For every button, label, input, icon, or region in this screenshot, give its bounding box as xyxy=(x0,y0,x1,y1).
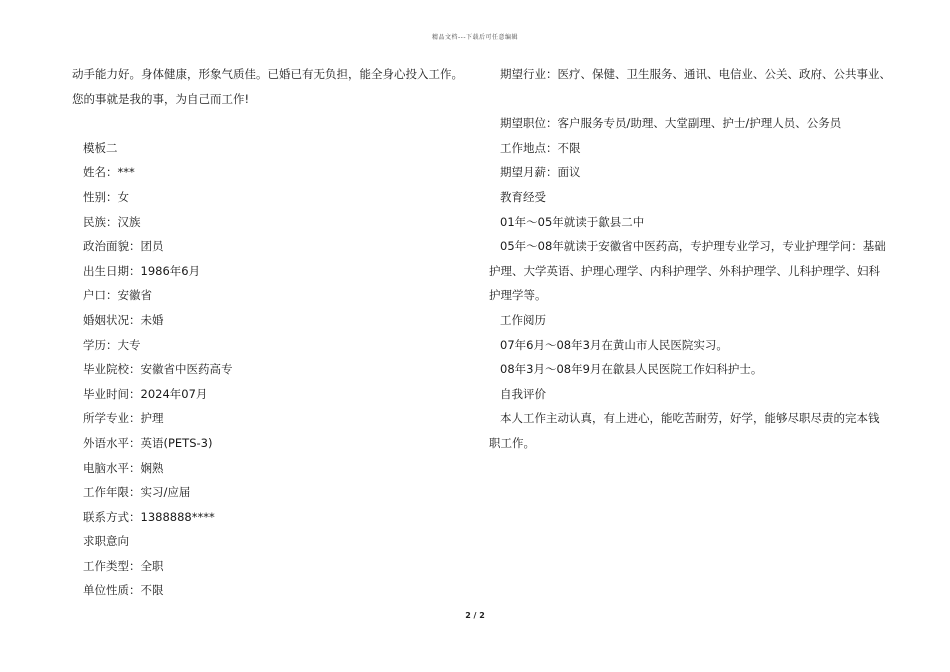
field-hukou: 户口：安徽省 xyxy=(83,288,152,303)
spacer xyxy=(489,87,881,112)
education-heading: 教育经受 xyxy=(500,189,546,204)
page-header-watermark: 精品文档---下载后可任意编辑 xyxy=(432,34,518,41)
field-school: 毕业院校：安徽省中医药高专 xyxy=(83,362,233,377)
field-marital-status: 婚姻状况：未婚 xyxy=(83,312,164,327)
field-computer-skill: 电脑水平：娴熟 xyxy=(83,460,164,475)
job-intent-heading: 求职意向 xyxy=(83,534,129,549)
education-item-continued: 护理学等。 xyxy=(489,288,547,303)
education-item: 01年～05年就读于歙县二中 xyxy=(500,214,645,229)
field-major: 所学专业：护理 xyxy=(83,411,164,426)
field-ethnicity: 民族：汉族 xyxy=(83,214,141,229)
field-job-type: 工作类型：全职 xyxy=(83,558,164,573)
field-expected-industry: 期望行业：医疗、保健、卫生服务、通讯、电信业、公关、政府、公共事业、 xyxy=(500,67,891,81)
field-name: 姓名：*** xyxy=(83,165,135,180)
spacer xyxy=(72,111,467,136)
work-item: 07年6月～08年3月在黄山市人民医院实习。 xyxy=(500,337,728,352)
field-graduation-date: 毕业时间：2024年07月 xyxy=(83,386,208,401)
field-work-location: 工作地点：不限 xyxy=(500,140,581,155)
field-language: 外语水平：英语(PETS-3) xyxy=(83,435,213,450)
field-contact: 联系方式：1388888**** xyxy=(83,509,215,524)
template-title: 模板二 xyxy=(83,140,118,155)
field-work-years: 工作年限：实习/应届 xyxy=(83,485,191,500)
field-company-type: 单位性质：不限 xyxy=(83,583,164,598)
field-birth-date: 出生日期：1986年6月 xyxy=(83,263,201,278)
self-eval-heading: 自我评价 xyxy=(500,386,546,401)
field-political-status: 政治面貌：团员 xyxy=(83,239,164,254)
right-column xyxy=(489,62,891,456)
page-number: 2 / 2 xyxy=(465,611,485,620)
field-gender: 性别：女 xyxy=(83,189,129,204)
work-item: 08年3月～08年9月在歙县人民医院工作妇科护士。 xyxy=(500,362,763,377)
field-expected-position: 期望职位：客户服务专员/助理、大堂副理、护士/护理人员、公务员 xyxy=(500,116,842,131)
field-education: 学历：大专 xyxy=(83,337,141,352)
work-heading: 工作阅历 xyxy=(500,312,546,327)
intro-line: 动手能力好。身体健康，形象气质佳。已婚已有无负担，能全身心投入工作。 xyxy=(72,67,463,81)
left-column xyxy=(72,62,467,603)
field-expected-salary: 期望月薪：面议 xyxy=(500,165,581,180)
self-eval-line: 本人工作主动认真，有上进心，能吃苦耐劳，好学，能够尽职尽责的完本钱 xyxy=(500,411,880,426)
intro-line: 您的事就是我的事，为自己而工作! xyxy=(72,91,250,106)
education-item-continued: 护理、大学英语、护理心理学、内科护理学、外科护理学、儿科护理学、妇科 xyxy=(489,263,880,278)
self-eval-line-continued: 职工作。 xyxy=(489,435,535,450)
education-item: 05年～08年就读于安徽省中医药高，专护理专业学习，专业护理学问：基础 xyxy=(500,239,886,254)
